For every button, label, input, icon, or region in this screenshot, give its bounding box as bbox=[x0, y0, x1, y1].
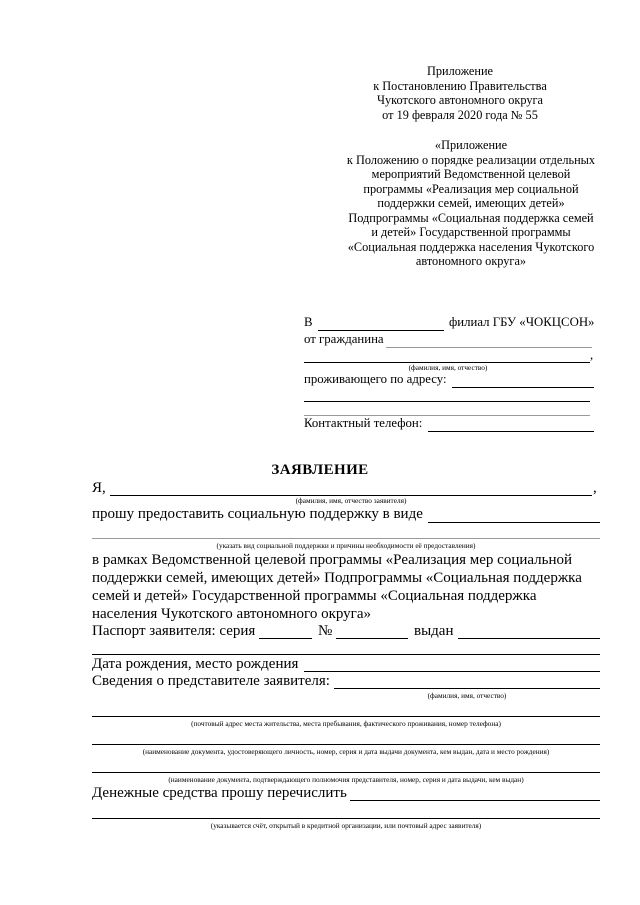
money-label: Денежные средства прошу перечислить bbox=[92, 785, 347, 801]
program-line: поддержки семей, имеющих детей» Подпрограммы «Социальная поддержка bbox=[92, 570, 582, 586]
appendix2-line: Подпрограммы «Социальная поддержка семей bbox=[348, 210, 594, 225]
birth-field[interactable] bbox=[304, 671, 600, 672]
support-type-field[interactable] bbox=[428, 522, 600, 523]
appendix2-line: «Социальная поддержка населения Чукотского bbox=[347, 239, 595, 254]
rep-power-field[interactable] bbox=[92, 772, 600, 773]
account-caption: (указывается счёт, открытый в кредитной организации, или почтовый адрес заявителя) bbox=[210, 821, 482, 830]
rep-power-caption: (наименование документа, подтверждающего полномочия представителя, номер, серия и дата выдачи, кем выдан) bbox=[168, 775, 524, 784]
appendix-line: Приложение bbox=[427, 64, 493, 78]
program-line: в рамках Ведомственной целевой программы «Реализация мер социальной bbox=[92, 552, 573, 568]
comma: , bbox=[590, 348, 594, 362]
passport-series-label: Паспорт заявителя: серия bbox=[92, 623, 256, 639]
appendix-line: к Постановлению Правительства bbox=[373, 78, 547, 93]
rep-fio-caption: (фамилия, имя, отчество) bbox=[427, 691, 507, 700]
appendix2-line: поддержки семей, имеющих детей» bbox=[377, 196, 565, 210]
i-comma: , bbox=[593, 480, 597, 496]
passport-number-label: № bbox=[318, 623, 333, 639]
passport-issued-field[interactable] bbox=[458, 638, 600, 639]
support-caption: (указать вид социальной поддержки и причины необходимости её предоставления) bbox=[216, 541, 476, 550]
phone-field[interactable] bbox=[428, 431, 594, 432]
appendix-line: Чукотского автономного округа bbox=[377, 93, 543, 107]
passport-number-field[interactable] bbox=[336, 638, 408, 639]
address-field-2[interactable] bbox=[304, 401, 590, 402]
program-line: населения Чукотского автономного округа» bbox=[92, 606, 371, 622]
rep-address-field[interactable] bbox=[92, 716, 600, 717]
document-title: ЗАЯВЛЕНИЕ bbox=[271, 462, 369, 478]
passport-issued-label: выдан bbox=[414, 623, 454, 639]
rep-document-field[interactable] bbox=[92, 744, 600, 745]
i-prefix: Я, bbox=[92, 480, 106, 496]
appendix2-line: мероприятий Ведомственной целевой bbox=[371, 167, 571, 181]
from-citizen-label: от гражданина bbox=[304, 332, 384, 346]
fio-caption: (фамилия, имя, отчество) bbox=[408, 363, 488, 372]
program-line: семей и детей» Государственной программы «Социальная поддержка bbox=[92, 588, 537, 604]
address-field[interactable] bbox=[452, 387, 594, 388]
representative-label: Сведения о представителе заявителя: bbox=[92, 673, 330, 689]
appendix2-line: и детей» Государственной программы bbox=[371, 225, 571, 239]
support-type-field-2[interactable] bbox=[92, 538, 600, 539]
rep-document-caption: (наименование документа, удостоверяющего личность, номер, серия и дата выдачи документа, кем выдан, дата и место рождения) bbox=[142, 747, 550, 756]
appendix-line: от 19 февраля 2020 года № 55 bbox=[382, 107, 538, 122]
request-label: прошу предоставить социальную поддержку в виде bbox=[92, 506, 423, 522]
appendix2-line: автономного округа» bbox=[415, 254, 527, 268]
appendix2-line: программы «Реализация мер социальной bbox=[363, 181, 579, 196]
applicant-caption: (фамилия, имя, отчество заявителя) bbox=[295, 496, 407, 505]
branch-name-field[interactable] bbox=[318, 330, 444, 331]
residing-label: проживающего по адресу: bbox=[304, 372, 447, 386]
appendix2-line: к Положению о порядке реализации отдельных bbox=[346, 152, 596, 167]
passport-issued-field-2[interactable] bbox=[92, 654, 600, 655]
phone-label: Контактный телефон: bbox=[304, 416, 423, 430]
birth-label: Дата рождения, место рождения bbox=[92, 656, 299, 672]
rep-address-caption: (почтовый адрес места жительства, места пребывания, фактического проживания, номер телефона) bbox=[191, 719, 501, 728]
appendix2-line: «Приложение bbox=[434, 138, 508, 152]
money-field-2[interactable] bbox=[92, 818, 600, 819]
passport-series-field[interactable] bbox=[259, 638, 312, 639]
citizen-name-field[interactable] bbox=[386, 347, 592, 348]
addressee-to: В bbox=[304, 315, 313, 329]
money-field[interactable] bbox=[350, 800, 600, 801]
representative-name-field[interactable] bbox=[334, 688, 600, 689]
branch-label: филиал ГБУ «ЧОКЦСОН» bbox=[449, 315, 595, 329]
